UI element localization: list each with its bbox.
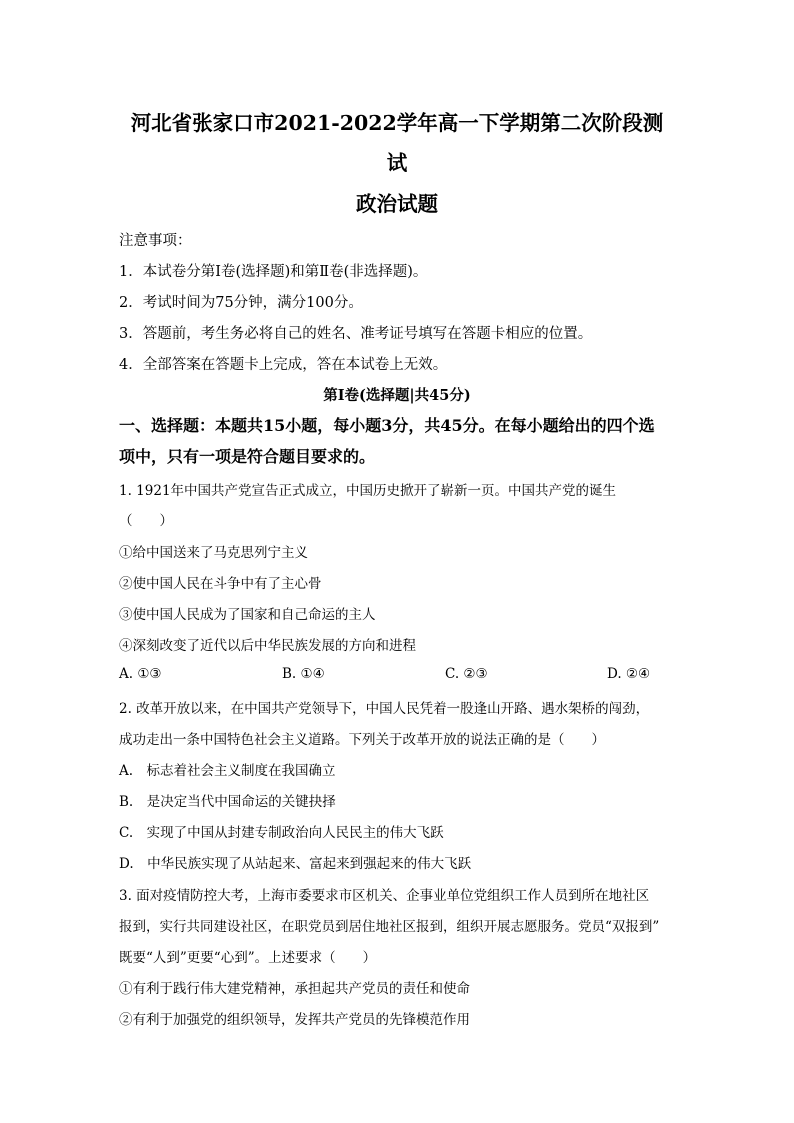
question-2-option-a: A. 标志着社会主义制度在我国确立 (119, 763, 336, 779)
section-instruction: 项中，只有一项是符合题目要求的。 (119, 447, 376, 466)
note-item: 2．考试时间为75分钟，满分100分。 (119, 295, 363, 311)
question-3-statement: ①有利于践行伟大建党精神，承担起共产党员的责任和使命 (119, 981, 470, 997)
question-1-option-b: B. ①④ (282, 666, 325, 682)
question-3-statement: ②有利于加强党的组织领导，发挥共产党员的先锋模范作用 (119, 1012, 470, 1028)
question-1-statement: ③使中国人民成为了国家和自己命运的主人 (119, 607, 376, 623)
question-1-stem: （ ） (119, 513, 173, 529)
exam-title-line2: 试 (386, 151, 408, 175)
question-3-stem: 3. 面对疫情防控大考，上海市委要求市区机关、企事业单位党组织工作人员到所在地社区 (119, 888, 650, 904)
note-item: 4．全部答案在答题卡上完成，答在本试卷上无效。 (119, 357, 448, 373)
exam-title-line1: 河北省张家口市2021-2022学年高一下学期第二次阶段测 (130, 111, 664, 135)
question-1-statement: ②使中国人民在斗争中有了主心骨 (119, 576, 322, 592)
question-1-statement: ④深刻改变了近代以后中华民族发展的方向和进程 (119, 638, 416, 654)
question-1-statement: ①给中国送来了马克思列宁主义 (119, 545, 308, 561)
subject-title: 政治试题 (356, 192, 438, 216)
section-instruction: 一、选择题：本题共15小题，每小题3分，共45分。在每小题给出的四个选 (119, 416, 655, 435)
question-2-stem: 2. 改革开放以来，在中国共产党领导下，中国人民凭着一股逢山开路、遇水架桥的闯劲， (119, 701, 650, 717)
section-title: 第Ⅰ卷(选择题|共45分) (323, 387, 471, 404)
question-1-option-c: C. ②③ (445, 666, 488, 682)
question-3-stem: 报到，实行共同建设社区，在职党员到居住地社区报到，组织开展志愿服务。党员“双报到” (119, 919, 660, 935)
question-1-option-a: A. ①③ (119, 666, 162, 682)
note-item: 1．本试卷分第Ⅰ卷(选择题)和第Ⅱ卷(非选择题)。 (119, 264, 428, 280)
question-2-option-b: B. 是决定当代中国命运的关键抉择 (119, 794, 336, 810)
note-item: 3．答题前，考生务必将自己的姓名、准考证号填写在答题卡相应的位置。 (119, 326, 593, 342)
notes-heading: 注意事项： (119, 233, 192, 249)
question-2-option-c: C. 实现了中国从封建专制政治向人民民主的伟大飞跃 (119, 825, 444, 841)
question-1-option-d: D. ②④ (607, 666, 651, 682)
question-3-stem: 既要“人到”更要“心到”。上述要求（ ） (119, 950, 377, 966)
question-1-stem: 1. 1921年中国共产党宣告正式成立，中国历史掀开了崭新一页。中国共产党的诞生 (119, 483, 617, 499)
question-2-stem: 成功走出一条中国特色社会主义道路。下列关于改革开放的说法正确的是（ ） (119, 732, 605, 748)
question-2-option-d: D. 中华民族实现了从站起来、富起来到强起来的伟大飞跃 (119, 856, 472, 872)
